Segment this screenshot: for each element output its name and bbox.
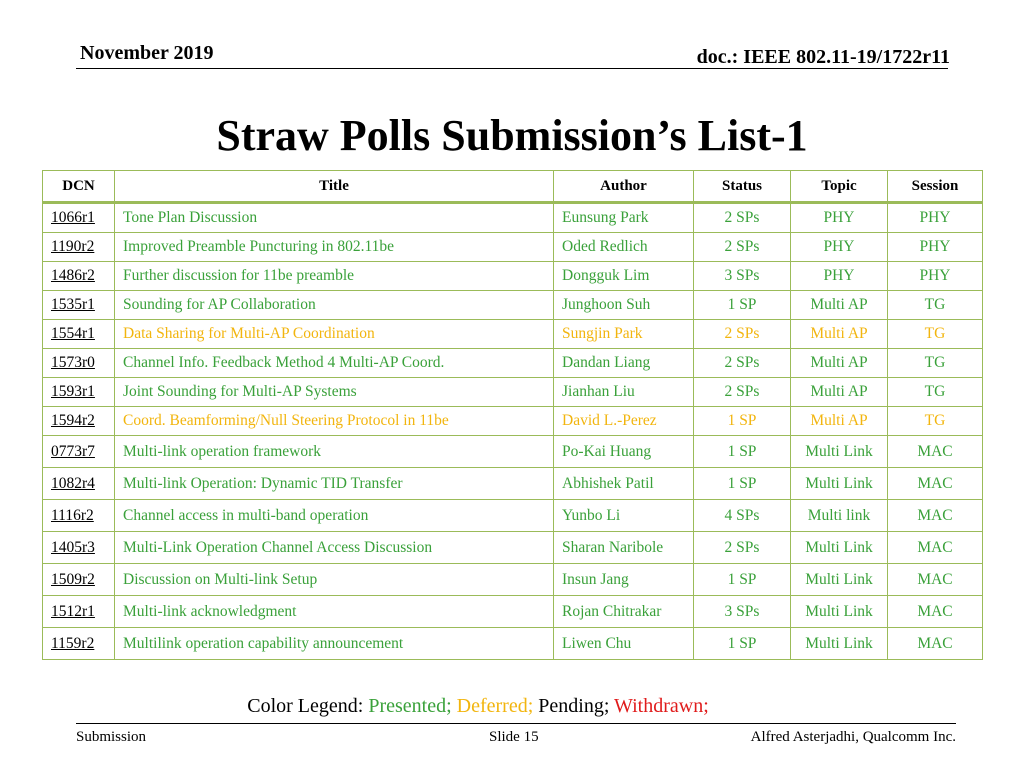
topic-cell: Multi Link (791, 532, 888, 564)
author-cell: Dandan Liang (554, 349, 694, 378)
topic-cell: Multi Link (791, 564, 888, 596)
title-cell: Multi-link acknowledgment (115, 596, 554, 628)
status-cell: 1 SP (694, 291, 791, 320)
title-cell: Coord. Beamforming/Null Steering Protocol in 11be (115, 407, 554, 436)
title-cell: Multi-link Operation: Dynamic TID Transfer (115, 468, 554, 500)
column-header-dcn: DCN (43, 171, 115, 203)
session-cell: MAC (888, 500, 983, 532)
column-header-status: Status (694, 171, 791, 203)
session-cell: MAC (888, 596, 983, 628)
topic-cell: Multi Link (791, 596, 888, 628)
footer-submission: Submission (76, 729, 147, 745)
slide-title: Straw Polls Submission’s List-1 (216, 111, 808, 160)
table-row (43, 233, 983, 262)
session-cell: MAC (888, 468, 983, 500)
table-row (43, 320, 983, 349)
title-cell: Joint Sounding for Multi-AP Systems (115, 378, 554, 407)
author-cell: Liwen Chu (554, 628, 694, 660)
table-row (43, 407, 983, 436)
dcn-link[interactable]: 1594r2 (43, 407, 115, 436)
table-row (43, 349, 983, 378)
topic-cell: Multi AP (791, 291, 888, 320)
title-cell: Tone Plan Discussion (115, 203, 554, 233)
author-cell: Oded Redlich (554, 233, 694, 262)
title-cell: Multi-link operation framework (115, 436, 554, 468)
session-cell: MAC (888, 628, 983, 660)
author-cell: Abhishek Patil (554, 468, 694, 500)
header-divider (76, 68, 948, 69)
legend-withdrawn: Withdrawn; (614, 695, 709, 717)
status-cell: 2 SPs (694, 378, 791, 407)
session-cell: TG (888, 378, 983, 407)
column-header-session: Session (888, 171, 983, 203)
column-header-title: Title (115, 171, 554, 203)
dcn-link[interactable]: 1486r2 (43, 262, 115, 291)
status-cell: 1 SP (694, 564, 791, 596)
table-row (43, 532, 983, 564)
footer-divider (76, 723, 956, 724)
author-cell: Sharan Naribole (554, 532, 694, 564)
session-cell: MAC (888, 532, 983, 564)
status-cell: 1 SP (694, 468, 791, 500)
submission-table (42, 170, 983, 660)
title-cell: Channel access in multi-band operation (115, 500, 554, 532)
author-cell: Jianhan Liu (554, 378, 694, 407)
column-header-author: Author (554, 171, 694, 203)
status-cell: 2 SPs (694, 349, 791, 378)
title-cell: Multi-Link Operation Channel Access Discussion (115, 532, 554, 564)
status-cell: 2 SPs (694, 203, 791, 233)
author-cell: Junghoon Suh (554, 291, 694, 320)
topic-cell: PHY (791, 262, 888, 291)
dcn-link[interactable]: 1190r2 (43, 233, 115, 262)
topic-cell: PHY (791, 203, 888, 233)
topic-cell: Multi AP (791, 349, 888, 378)
author-cell: Eunsung Park (554, 203, 694, 233)
table-row (43, 596, 983, 628)
dcn-link[interactable]: 1509r2 (43, 564, 115, 596)
status-cell: 3 SPs (694, 596, 791, 628)
dcn-link[interactable]: 1116r2 (43, 500, 115, 532)
title-cell: Data Sharing for Multi-AP Coordination (115, 320, 554, 349)
status-cell: 2 SPs (694, 532, 791, 564)
topic-cell: Multi Link (791, 628, 888, 660)
topic-cell: Multi Link (791, 436, 888, 468)
header-date: November 2019 (80, 42, 214, 64)
session-cell: PHY (888, 262, 983, 291)
topic-cell: Multi AP (791, 407, 888, 436)
status-cell: 1 SP (694, 436, 791, 468)
title-cell: Sounding for AP Collaboration (115, 291, 554, 320)
status-cell: 1 SP (694, 628, 791, 660)
footer-author: Alfred Asterjadhi, Qualcomm Inc. (750, 729, 956, 745)
title-cell: Channel Info. Feedback Method 4 Multi-AP Coord. (115, 349, 554, 378)
dcn-link[interactable]: 0773r7 (43, 436, 115, 468)
session-cell: MAC (888, 564, 983, 596)
dcn-link[interactable]: 1159r2 (43, 628, 115, 660)
table-row (43, 262, 983, 291)
legend-presented: Presented; (368, 695, 452, 717)
topic-cell: Multi AP (791, 320, 888, 349)
topic-cell: PHY (791, 233, 888, 262)
author-cell: Sungjin Park (554, 320, 694, 349)
legend-label: Color Legend: (247, 695, 364, 717)
header-doc-id: doc.: IEEE 802.11-19/1722r11 (696, 46, 950, 68)
status-cell: 2 SPs (694, 233, 791, 262)
dcn-link[interactable]: 1573r0 (43, 349, 115, 378)
legend-pending: Pending; (538, 695, 610, 717)
table-row (43, 291, 983, 320)
color-legend (0, 695, 956, 718)
dcn-link[interactable]: 1082r4 (43, 468, 115, 500)
dcn-link[interactable]: 1066r1 (43, 203, 115, 233)
session-cell: MAC (888, 436, 983, 468)
title-cell: Improved Preamble Puncturing in 802.11be (115, 233, 554, 262)
table-row (43, 436, 983, 468)
topic-cell: Multi AP (791, 378, 888, 407)
dcn-link[interactable]: 1512r1 (43, 596, 115, 628)
title-cell: Discussion on Multi-link Setup (115, 564, 554, 596)
table-row (43, 203, 983, 233)
session-cell: TG (888, 320, 983, 349)
dcn-link[interactable]: 1405r3 (43, 532, 115, 564)
author-cell: Rojan Chitrakar (554, 596, 694, 628)
dcn-link[interactable]: 1593r1 (43, 378, 115, 407)
table-row (43, 628, 983, 660)
status-cell: 3 SPs (694, 262, 791, 291)
table-header-row (43, 171, 983, 203)
table-row (43, 500, 983, 532)
author-cell: Dongguk Lim (554, 262, 694, 291)
author-cell: Insun Jang (554, 564, 694, 596)
footer-slide-number: Slide 15 (489, 729, 539, 745)
topic-cell: Multi Link (791, 468, 888, 500)
topic-cell: Multi link (791, 500, 888, 532)
status-cell: 1 SP (694, 407, 791, 436)
table-row (43, 468, 983, 500)
dcn-link[interactable]: 1535r1 (43, 291, 115, 320)
session-cell: TG (888, 407, 983, 436)
author-cell: Yunbo Li (554, 500, 694, 532)
author-cell: David L.-Perez (554, 407, 694, 436)
dcn-link[interactable]: 1554r1 (43, 320, 115, 349)
title-cell: Further discussion for 11be preamble (115, 262, 554, 291)
column-header-topic: Topic (791, 171, 888, 203)
session-cell: PHY (888, 233, 983, 262)
session-cell: TG (888, 349, 983, 378)
table-row (43, 378, 983, 407)
session-cell: TG (888, 291, 983, 320)
status-cell: 2 SPs (694, 320, 791, 349)
session-cell: PHY (888, 203, 983, 233)
legend-deferred: Deferred; (456, 695, 534, 717)
author-cell: Po-Kai Huang (554, 436, 694, 468)
status-cell: 4 SPs (694, 500, 791, 532)
table-row (43, 564, 983, 596)
title-cell: Multilink operation capability announcement (115, 628, 554, 660)
